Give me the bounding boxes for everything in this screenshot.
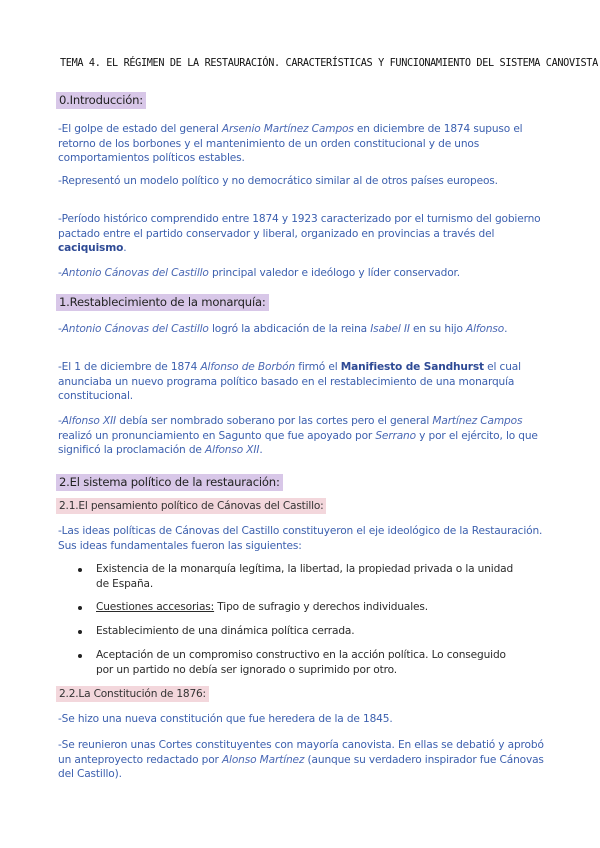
monarquia-paragraph-1: -Antonio Cánovas del Castillo logró la abdicación de la reina Isabel II en su hijo Alfonso. — [58, 323, 508, 335]
intro-paragraph-1: -El golpe de estado del general Arsenio Martínez Campos en diciembre de 1874 supuso el retorno de los borbones y el mantenimiento de un orden constitucional y de unos comportamientos políticos estables. — [58, 123, 523, 164]
bullet-icon — [78, 630, 82, 634]
constitucion-paragraph-2: -Se reunieron unas Cortes constituyentes con mayoría canovista. En ellas se debatió y aprobó un anteproyecto redactado por Alonso Martínez (aunque su verdadero inspirador fue Cánovas del Castillo). — [58, 739, 544, 780]
intro-paragraph-4: -Antonio Cánovas del Castillo principal valedor e ideólogo y líder conservador. — [58, 267, 460, 279]
intro-paragraph-3: -Período histórico comprendido entre 1874 y 1923 caracterizado por el turnismo del gobierno pactado entre el partido conservador y liberal, organizado en provincias a través del caciquismo. — [58, 213, 541, 254]
bullet-icon — [78, 654, 82, 658]
monarquia-paragraph-3: -Alfonso XII debía ser nombrado soberano por las cortes pero el general Martínez Campos realizó un pronunciamiento en Sagunto que fue apoyado por Serrano y por el ejército, lo que significó la proclamación de Alfonso XII. — [58, 415, 538, 456]
section-heading-sistema-politico: 2.El sistema político de la restauración: — [56, 474, 283, 491]
constitucion-paragraph-1: -Se hizo una nueva constitución que fue heredera de la de 1845. — [58, 713, 393, 725]
monarquia-paragraph-2: -El 1 de diciembre de 1874 Alfonso de Borbón firmó el Manifiesto de Sandhurst el cual anunciaba un nuevo programa político basado en el restablecimiento de una monarquía constitucional. — [58, 361, 521, 402]
pensamiento-intro: -Las ideas políticas de Cánovas del Castillo constituyeron el eje ideológico de la Restauración. Sus ideas fundamentales fueron las siguientes: — [58, 525, 543, 552]
bullet-item: Cuestiones accesorias: Tipo de sufragio y derechos individuales. — [96, 600, 526, 615]
document-title: TEMA 4. EL RÉGIMEN DE LA RESTAURACIÓN. CARACTERÍSTICAS Y FUNCIONAMIENTO DEL SISTEMA CANOVISTA — [60, 58, 598, 69]
bullet-item: Establecimiento de una dinámica política cerrada. — [96, 624, 526, 639]
bullet-icon — [78, 568, 82, 572]
intro-paragraph-2: -Representó un modelo político y no democrático similar al de otros países europeos. — [58, 175, 498, 187]
subsection-heading-pensamiento: 2.1.El pensamiento político de Cánovas del Castillo: — [56, 498, 326, 514]
bullet-item: Aceptación de un compromiso constructivo en la acción política. Lo conseguido por un partido no debía ser ignorado o suprimido por otro. — [96, 648, 526, 677]
section-heading-monarquia: 1.Restablecimiento de la monarquía: — [56, 294, 269, 311]
subsection-heading-constitucion: 2.2.La Constitución de 1876: — [56, 686, 209, 702]
bullet-icon — [78, 606, 82, 610]
section-heading-introduccion: 0.Introducción: — [56, 92, 146, 109]
bullet-item: Existencia de la monarquía legítima, la libertad, la propiedad privada o la unidad de España. — [96, 562, 526, 591]
